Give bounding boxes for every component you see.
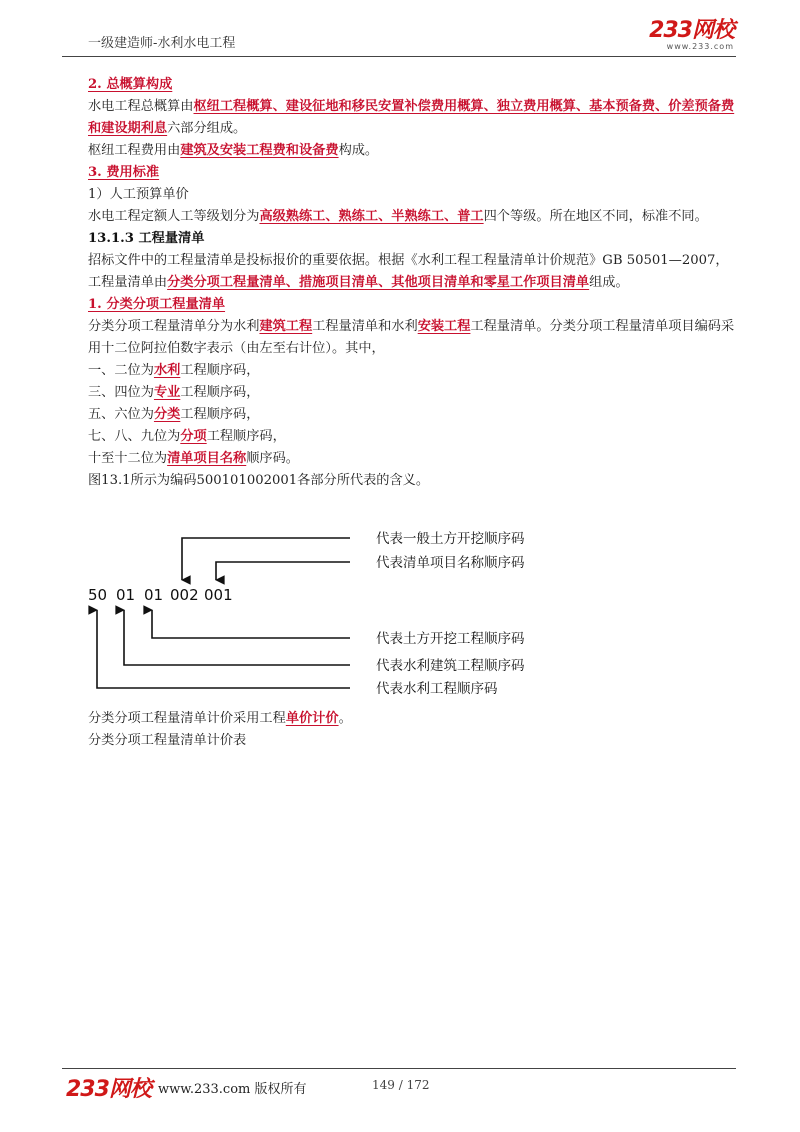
header-logo-url: www.233.com (666, 42, 734, 51)
label-water-code: 代表水利工程顺序码 (376, 681, 498, 697)
paragraph-bill-basis: 招标文件中的工程量清单是投标报价的重要依据。根据《水利工程工程量清单计价规范》GB 50501—2007，工程量清单由分类分项工程量清单、措施项目清单、其他项目清单和零星工作项目清单组成。 (88, 253, 729, 290)
paragraph-unit-price: 分类分项工程量清单计价采用工程单价计价。 (88, 711, 352, 726)
code-part-001: 001 (204, 586, 233, 604)
heading-total-estimate: 2. 总概算构成 (88, 77, 173, 92)
arrow-water (97, 610, 350, 688)
label-item-code: 代表一般土方开挖顺序码 (376, 531, 525, 547)
figure-caption: 图13.1所示为编码500101002001各部分所代表的含义。 (88, 473, 430, 488)
code-diagram (80, 528, 560, 708)
paragraph-price-table: 分类分项工程量清单计价表 (88, 733, 247, 748)
label-spec-code: 代表水利建筑工程顺序码 (376, 658, 525, 674)
page-number: 149 / 172 (372, 1078, 430, 1092)
footer-divider (62, 1068, 736, 1069)
header-logo (649, 20, 734, 51)
paragraph-hub-cost: 枢纽工程费用由建筑及安装工程费和设备费构成。 (88, 143, 379, 158)
code-part-01b: 01 (144, 586, 164, 604)
heading-cost-standard: 3. 费用标准 (88, 165, 160, 180)
header-divider (62, 56, 736, 57)
paragraph-labor-grade: 水电工程定额人工等级划分为高级熟练工、熟练工、半熟练工、普工四个等级。所在地区不同，标准不同。 (88, 209, 708, 224)
code-line-5: 十至十二位为清单项目名称顺序码。 (88, 451, 299, 466)
code-part-002: 002 (170, 586, 199, 604)
header-logo-mark: 233网校 (649, 18, 734, 43)
arrow-list (216, 562, 350, 580)
label-class-code: 代表土方开挖工程顺序码 (376, 631, 525, 647)
label-list-code: 代表清单项目名称顺序码 (376, 555, 525, 571)
heading-classified-bill: 1. 分类分项工程量清单 (88, 297, 226, 312)
paragraph-classified-bill: 分类分项工程量清单分为水利建筑工程工程量清单和水利安装工程工程量清单。分类分项工程量清单项目编码采用十二位阿拉伯数字表示（由左至右计位）。其中， (88, 319, 735, 356)
item-labor-price: 1）人工预算单价 (88, 187, 189, 202)
code-line-2: 三、四位为专业工程顺序码， (88, 385, 260, 400)
code-line-3: 五、六位为分类工程顺序码， (88, 407, 260, 422)
paragraph-total-estimate: 水电工程总概算由枢纽工程概算、建设征地和移民安置补偿费用概算、独立费用概算、基本预备费、价差预备费和建设期利息六部分组成。 (88, 99, 735, 136)
section-heading-bill: 13.1.3 工程量清单 (88, 231, 205, 246)
code-line-1: 一、二位为水利工程顺序码， (88, 363, 260, 378)
code-line-4: 七、八、九位为分项工程顺序码， (88, 429, 286, 444)
arrow-class (152, 610, 350, 638)
code-part-01a: 01 (116, 586, 136, 604)
document-body (88, 74, 736, 492)
arrow-item (182, 538, 350, 580)
document-body-after (88, 708, 736, 752)
header-title: 一级建造师-水利水电工程 (88, 36, 236, 51)
footer-logo: 233网校 (66, 1077, 151, 1102)
code-part-50: 50 (88, 586, 108, 604)
footer-copyright: www.233.com 版权所有 (158, 1082, 307, 1097)
